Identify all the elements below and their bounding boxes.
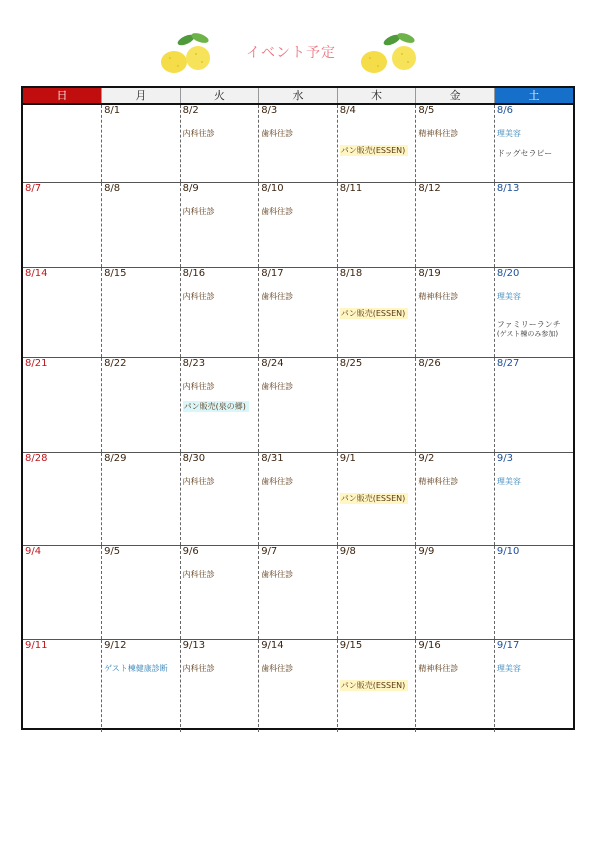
day-date: 8/24 — [261, 357, 284, 369]
day-date: 8/25 — [339, 357, 363, 369]
calendar-event: パン販売(ESSEN) — [340, 493, 409, 504]
day-date: 9/5 — [104, 545, 121, 557]
page-title: イベント予定 — [246, 45, 336, 61]
day-cell[interactable] — [416, 545, 495, 639]
calendar-event: 歯科往診 — [261, 129, 294, 138]
day-date: 8/2 — [182, 105, 199, 116]
day-cell[interactable] — [337, 545, 416, 639]
calendar-event: 歯科往診 — [261, 381, 294, 391]
day-date: 8/7 — [25, 182, 42, 194]
day-cell[interactable] — [494, 545, 573, 639]
day-date: 9/3 — [496, 452, 513, 464]
day-date: 9/1 — [339, 452, 356, 464]
day-cell[interactable] — [494, 639, 573, 732]
day-date: 9/9 — [418, 545, 435, 557]
day-cell[interactable] — [23, 182, 102, 267]
day-date: 8/13 — [496, 182, 520, 194]
day-date: 9/15 — [339, 639, 363, 651]
day-cell[interactable] — [259, 639, 338, 732]
day-date: 9/2 — [418, 452, 435, 464]
day-cell[interactable] — [180, 104, 259, 182]
day-date: 8/20 — [496, 267, 520, 279]
day-cell[interactable] — [416, 182, 495, 267]
week-row — [23, 357, 573, 452]
day-cell[interactable] — [337, 639, 416, 732]
day-cell[interactable] — [180, 639, 259, 732]
day-cell[interactable] — [180, 182, 259, 267]
day-cell[interactable] — [23, 452, 102, 545]
day-cell[interactable] — [494, 104, 573, 182]
day-date: 8/12 — [418, 182, 441, 194]
calendar-event: ゲスト棟健康診断 — [104, 663, 168, 673]
day-cell[interactable] — [259, 357, 338, 452]
week-row — [23, 452, 573, 545]
day-date: 9/4 — [25, 545, 42, 557]
day-cell[interactable] — [337, 182, 416, 267]
day-date: 8/9 — [182, 182, 199, 194]
calendar-event: (ゲスト棟のみ参加) — [496, 329, 559, 338]
calendar-event: 歯科往診 — [261, 569, 294, 579]
day-date: 8/3 — [261, 105, 278, 116]
week-row — [23, 639, 573, 732]
day-date: 8/16 — [182, 267, 206, 279]
calendar-event: 精神科往診 — [418, 291, 459, 301]
calendar-event: 理美容 — [496, 291, 521, 301]
calendar-event: パン販売(ESSEN) — [340, 145, 409, 156]
day-date: 8/17 — [261, 267, 284, 279]
calendar-event: 内科往診 — [182, 206, 215, 216]
page-header — [0, 28, 595, 80]
day-date: 8/31 — [261, 452, 284, 464]
day-date: 8/23 — [182, 357, 206, 369]
weekday-monday: 月 — [102, 88, 181, 104]
day-cell[interactable] — [180, 452, 259, 545]
calendar-event: ファミリーランチ — [496, 319, 561, 329]
day-cell[interactable] — [259, 104, 338, 182]
day-date: 8/30 — [182, 452, 206, 464]
weekday-friday: 金 — [416, 88, 495, 104]
calendar-event: 歯科往診 — [261, 206, 294, 216]
day-date: 9/12 — [104, 639, 127, 651]
day-cell[interactable] — [102, 452, 181, 545]
day-date: 8/27 — [496, 357, 520, 369]
week-row — [23, 104, 573, 182]
calendar-event: 歯科往診 — [261, 663, 294, 673]
day-date: 8/5 — [418, 105, 435, 116]
day-cell[interactable] — [23, 104, 102, 182]
day-cell[interactable] — [259, 545, 338, 639]
day-date: 9/17 — [496, 639, 520, 651]
day-cell[interactable] — [102, 545, 181, 639]
weekday-saturday: 土 — [494, 88, 573, 104]
day-date: 8/10 — [261, 182, 284, 194]
day-date: 8/4 — [339, 105, 356, 116]
weekday-tuesday: 火 — [180, 88, 259, 104]
calendar-event: 精神科往診 — [418, 129, 459, 138]
day-date: 8/18 — [339, 267, 363, 279]
calendar-event: パン販売(ESSEN) — [340, 680, 409, 691]
day-date: 8/14 — [25, 267, 48, 279]
day-cell[interactable] — [102, 357, 181, 452]
day-date: 8/21 — [25, 357, 48, 369]
day-cell[interactable] — [259, 267, 338, 357]
day-date: 9/6 — [182, 545, 199, 557]
calendar-grid — [23, 88, 573, 732]
day-date: 8/22 — [104, 357, 127, 369]
event-calendar — [21, 86, 575, 730]
weekday-sunday: 日 — [23, 88, 102, 104]
calendar-event: 内科往診 — [182, 663, 215, 673]
day-cell[interactable] — [416, 267, 495, 357]
day-date: 8/29 — [104, 452, 127, 464]
day-date: 8/6 — [496, 105, 513, 116]
calendar-event: 内科往診 — [182, 569, 215, 579]
calendar-event: 内科往診 — [182, 291, 215, 301]
week-row — [23, 182, 573, 267]
day-date: 8/26 — [418, 357, 441, 369]
calendar-event: 理美容 — [496, 129, 521, 138]
day-cell[interactable] — [23, 545, 102, 639]
day-date: 8/1 — [104, 105, 121, 116]
day-cell[interactable] — [494, 267, 573, 357]
day-cell[interactable] — [23, 267, 102, 357]
week-row — [23, 267, 573, 357]
day-date: 8/28 — [25, 452, 48, 464]
day-cell[interactable] — [416, 104, 495, 182]
calendar-event: パン販売(ESSEN) — [340, 308, 409, 319]
day-cell[interactable] — [416, 357, 495, 452]
day-date: 8/11 — [339, 182, 363, 194]
day-cell[interactable] — [494, 182, 573, 267]
day-cell[interactable] — [23, 357, 102, 452]
calendar-event: 精神科往診 — [418, 476, 459, 486]
day-cell[interactable] — [494, 452, 573, 545]
day-cell[interactable] — [416, 639, 495, 732]
day-date — [23, 105, 101, 118]
day-cell[interactable] — [102, 267, 181, 357]
calendar-event: 精神科往診 — [418, 663, 459, 673]
day-date: 9/7 — [261, 545, 278, 557]
day-cell[interactable] — [180, 545, 259, 639]
day-cell[interactable] — [494, 357, 573, 452]
day-cell[interactable] — [102, 182, 181, 267]
calendar-event: ドッグセラピー — [496, 149, 553, 158]
day-cell[interactable] — [337, 104, 416, 182]
day-date: 9/8 — [339, 545, 356, 557]
day-cell[interactable] — [180, 357, 259, 452]
weekday-thursday: 木 — [337, 88, 416, 104]
calendar-event: 内科往診 — [182, 381, 215, 391]
day-cell[interactable] — [259, 452, 338, 545]
calendar-event: 理美容 — [496, 476, 521, 486]
lemon-icon — [352, 28, 432, 80]
day-date: 9/11 — [25, 639, 48, 651]
weekday-header-row — [23, 88, 573, 104]
day-date: 8/15 — [104, 267, 127, 279]
calendar-event: 歯科往診 — [261, 476, 294, 486]
day-date: 8/19 — [418, 267, 441, 279]
day-date: 9/16 — [418, 639, 441, 651]
week-row — [23, 545, 573, 639]
weekday-wednesday: 水 — [259, 88, 338, 104]
day-cell[interactable] — [416, 452, 495, 545]
calendar-event: 歯科往診 — [261, 291, 294, 301]
day-date: 9/13 — [182, 639, 206, 651]
day-date: 8/8 — [104, 182, 121, 194]
calendar-event: 内科往診 — [182, 476, 215, 486]
day-cell[interactable] — [259, 182, 338, 267]
day-cell[interactable] — [102, 104, 181, 182]
day-cell[interactable] — [102, 639, 181, 732]
day-cell[interactable] — [23, 639, 102, 732]
day-date: 9/14 — [261, 639, 284, 651]
day-cell[interactable] — [337, 357, 416, 452]
calendar-event: 内科往診 — [182, 129, 215, 138]
day-cell[interactable] — [337, 452, 416, 545]
day-cell[interactable] — [180, 267, 259, 357]
day-cell[interactable] — [337, 267, 416, 357]
calendar-event: パン販売(泉の郷) — [183, 401, 249, 412]
day-date: 9/10 — [496, 545, 520, 557]
lemon-icon — [156, 28, 236, 80]
calendar-event: 理美容 — [496, 663, 521, 673]
